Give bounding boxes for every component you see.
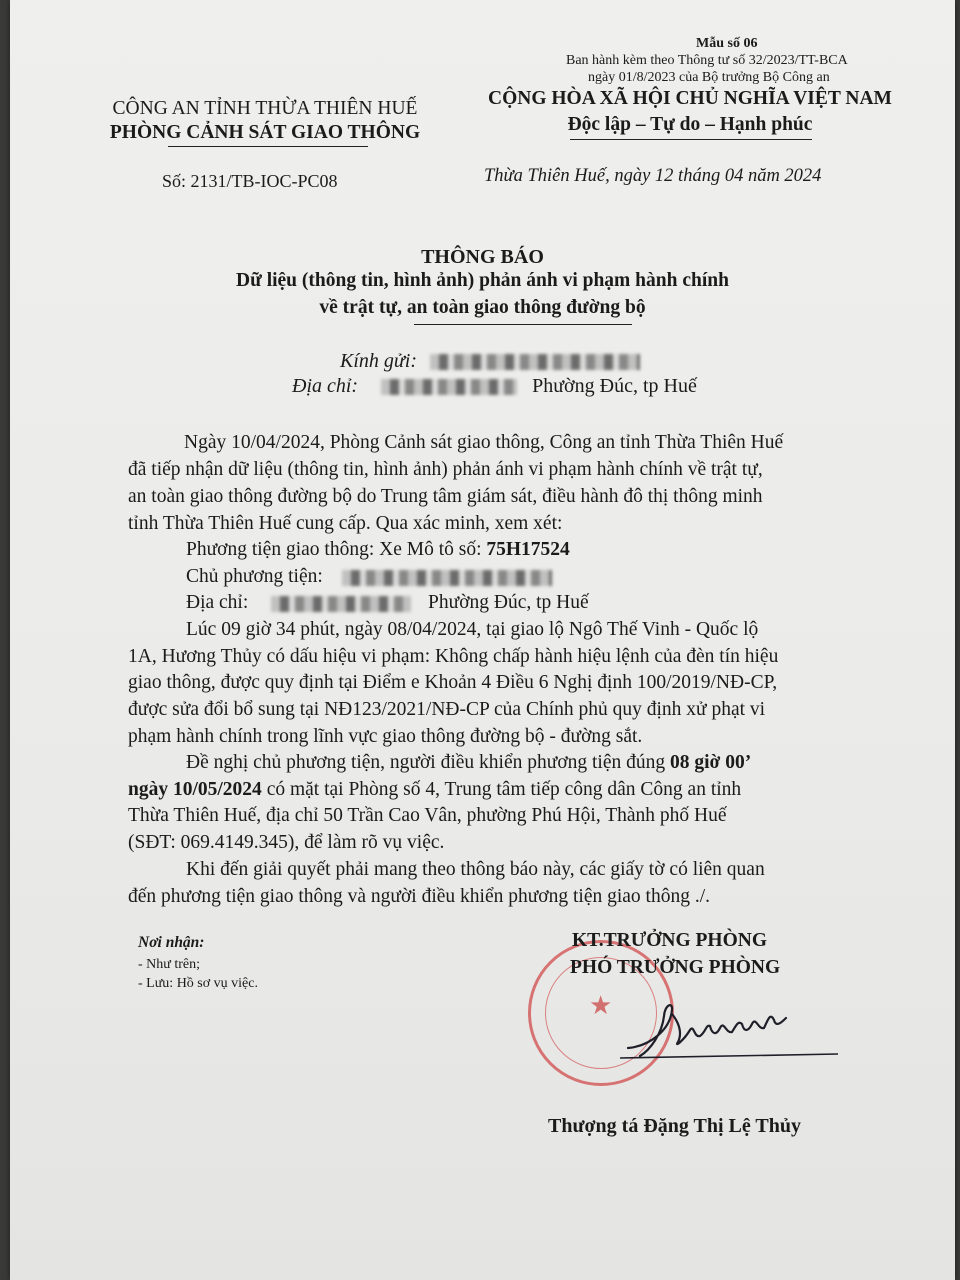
form-issued-date: ngày 01/8/2023 của Bộ trưởng Bộ Công an [588, 70, 830, 85]
signature-title-2: PHÓ TRƯỞNG PHÒNG [570, 957, 781, 978]
recipients-label: Nơi nhận: [138, 934, 205, 951]
form-number: Mẫu số 06 [696, 36, 758, 51]
owner-address-label: Địa chỉ: [186, 592, 249, 613]
paragraph-3-text: Đề nghị chủ phương tiện, người điều khiển phương tiện đúng [186, 752, 670, 773]
recipient-address-label: Địa chỉ: [292, 375, 359, 397]
agency-parent: CÔNG AN TỈNH THỪA THIÊN HUẾ [112, 98, 418, 119]
recipient-label: Kính gửi: [340, 350, 418, 372]
recipients-item-1: - Như trên; [138, 957, 201, 972]
redacted-recipient-name [430, 354, 640, 370]
owner-label: Chủ phương tiện: [186, 566, 323, 587]
paragraph-3-line-2 [128, 777, 741, 804]
agency-name: PHÒNG CẢNH SÁT GIAO THÔNG [109, 122, 421, 143]
place-date: Thừa Thiên Huế, ngày 12 tháng 04 năm 2024 [484, 166, 822, 186]
paragraph-1-line-2: đã tiếp nhận dữ liệu (thông tin, hình ảnh) phản ánh vi phạm hành chính về trật tự, [128, 459, 763, 480]
vehicle-line [186, 537, 570, 564]
national-motto: Độc lập – Tự do – Hạnh phúc [567, 114, 813, 135]
paragraph-2-line-2: 1A, Hương Thủy có dấu hiệu vi phạm: Không chấp hành hiệu lệnh của đèn tín hiệu [128, 646, 779, 667]
agency-underline [168, 146, 368, 147]
paragraph-3-line-4: (SĐT: 069.4149.345), để làm rõ vụ việc. [128, 832, 445, 853]
subtitle-underline [414, 324, 632, 325]
owner-address-line [186, 590, 589, 617]
appointment-time: 08 giờ 00’ [670, 752, 752, 773]
signer-name: Thượng tá Đặng Thị Lệ Thủy [548, 1115, 801, 1137]
recipient-line [340, 350, 640, 373]
paragraph-2-line-4: được sửa đổi bổ sung tại NĐ123/2021/NĐ-CP của Chính phủ quy định xử phạt vi [128, 699, 766, 720]
handwritten-signature [610, 990, 840, 1070]
notice-subtitle-1: Dữ liệu (thông tin, hình ảnh) phản ánh vi phạm hành chính [236, 270, 729, 291]
document-page [10, 0, 955, 1280]
redacted-recipient-address [381, 379, 517, 395]
notice-title: THÔNG BÁO [421, 246, 544, 268]
paragraph-3-line-3: Thừa Thiên Huế, địa chỉ 50 Trần Cao Vân, phường Phú Hội, Thành phố Huế [128, 805, 727, 826]
paragraph-1-line-4: tỉnh Thừa Thiên Huế cung cấp. Qua xác minh, xem xét: [128, 513, 563, 534]
redacted-owner-address [271, 596, 411, 612]
country-name: CỘNG HÒA XÃ HỘI CHỦ NGHĨA VIỆT NAM [488, 88, 892, 109]
recipient-address-line [292, 375, 697, 398]
appointment-place: có mặt tại Phòng số 4, Trung tâm tiếp công dân Công an tỉnh [261, 779, 742, 800]
paragraph-4-line-2: đến phương tiện giao thông và người điều khiển phương tiện giao thông ./. [128, 886, 711, 907]
recipient-address-suffix: Phường Đúc, tp Huế [532, 375, 697, 397]
appointment-date: ngày 10/05/2024 [128, 779, 262, 800]
paragraph-2-line-1: Lúc 09 giờ 34 phút, ngày 08/04/2024, tại giao lộ Ngô Thế Vinh - Quốc lộ [186, 619, 759, 640]
paragraph-1-line-3: an toàn giao thông đường bộ do Trung tâm giám sát, điều hành đô thị thông minh [128, 486, 763, 507]
seal-star-icon: ★ [589, 991, 613, 1020]
form-issued-with: Ban hành kèm theo Thông tư số 32/2023/TT-BCA [566, 53, 848, 68]
notice-subtitle-2: về trật tự, an toàn giao thông đường bộ [319, 297, 646, 318]
recipients-item-2: - Lưu: Hồ sơ vụ việc. [138, 976, 258, 991]
signature-title-1: KT.TRƯỞNG PHÒNG [572, 930, 767, 951]
paragraph-3-line-1 [186, 750, 751, 777]
license-plate: 75H17524 [486, 539, 570, 560]
redacted-owner-name [342, 570, 552, 586]
owner-address-suffix: Phường Đúc, tp Huế [428, 592, 589, 613]
owner-line [186, 564, 552, 591]
paragraph-1-line-1: Ngày 10/04/2024, Phòng Cảnh sát giao thông, Công an tỉnh Thừa Thiên Huế [184, 432, 784, 453]
document-number: Số: 2131/TB-IOC-PC08 [162, 171, 338, 191]
motto-underline [570, 139, 812, 140]
vehicle-label: Phương tiện giao thông: Xe Mô tô số: [186, 539, 487, 560]
paragraph-2-line-3: giao thông, được quy định tại Điểm e Khoản 4 Điều 6 Nghị định 100/2019/NĐ-CP, [128, 672, 778, 693]
paragraph-2-line-5: phạm hành chính trong lĩnh vực giao thông đường bộ - đường sắt. [128, 726, 643, 747]
paragraph-4-line-1: Khi đến giải quyết phải mang theo thông báo này, các giấy tờ có liên quan [186, 859, 765, 880]
